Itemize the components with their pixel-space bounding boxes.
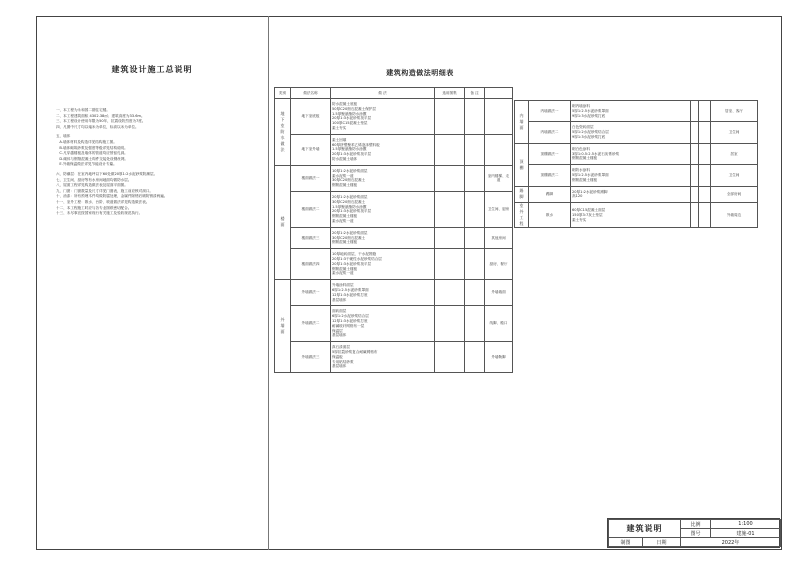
desc-line: 60厚挤塑聚苯乙烯泡沫塑料板 [332, 142, 380, 147]
desc-line: 20厚1:3水泥砂浆找平层 [332, 261, 372, 266]
remark-cell: 卫生间、厨房 [485, 191, 513, 227]
category-char: 工 [519, 215, 524, 221]
category-char: 地 [280, 110, 285, 116]
method-desc [571, 143, 691, 164]
desc-line: 5厚抗裂砂浆复合耐碱网格布 [332, 349, 378, 354]
method-name: 顶棚做法一 [529, 143, 571, 164]
table-row [515, 203, 758, 228]
note-line: B.墙体砌筑砂浆及强度等级详见结构说明。 [56, 145, 128, 150]
category-char: 脚 [519, 194, 524, 200]
std-cell [435, 249, 465, 280]
desc-line: 20厚1:3水泥砂浆找平层 [332, 209, 372, 214]
method-name: 楼面做法二 [291, 191, 331, 227]
category-char: 水 [280, 134, 285, 140]
desc-line: 20厚1:2水泥砂浆面层 [332, 230, 368, 235]
method-name: 内墙做法二 [529, 122, 571, 143]
note-line: 一、本工程为永和园二期住宅楼。 [56, 108, 110, 112]
note-line: D.砌体与钢筋混凝土构件交接处设钢丝网。 [56, 156, 129, 161]
blank-cell [465, 280, 485, 306]
method-desc [571, 165, 691, 186]
desc-line: 素水泥浆一道 [332, 173, 354, 178]
std-cell [691, 186, 699, 203]
table-row [275, 227, 513, 248]
drawn-by-label: 制图 [609, 538, 643, 547]
blank-cell [465, 342, 485, 373]
desc-line: 20厚1:2水泥砂浆面层 [332, 194, 368, 199]
desc-line: 10厚1:2水泥砂浆面层 [332, 168, 368, 173]
desc-line: 防水混凝土墙体 [332, 156, 358, 161]
date-value: 2022年 [681, 538, 781, 547]
table-row [515, 143, 758, 164]
desc-line: 素水泥浆一道 [332, 271, 354, 276]
remark-cell: 外墙墙面 [485, 280, 513, 306]
category-char: 面 [280, 222, 285, 228]
remark-cell [485, 134, 513, 165]
table-row [515, 101, 758, 122]
header-desc: 做 法 [331, 88, 435, 99]
note-line: C.凡穿越楼板及墙体的管道均应预留孔洞。 [56, 151, 128, 156]
remark-cell [485, 99, 513, 135]
note-line: 十二、本工程施工时应与各专业图纸密切配合。 [56, 205, 132, 210]
table-row [275, 342, 513, 373]
desc-line: 外墙涂料面层 [332, 283, 354, 288]
note-line: 六、防潮层：在室内地坪以下60处做20厚1:2水泥砂浆防潮层。 [56, 171, 158, 176]
method-desc [331, 134, 435, 165]
category-char: 棚 [519, 164, 524, 170]
note-line: 十三、未尽事宜按国家现行有关施工及验收规范执行。 [56, 211, 143, 216]
method-desc [571, 101, 691, 122]
remark-cell: 室内楼梯、走道 [485, 165, 513, 191]
method-name: 散水 [529, 203, 571, 228]
desc-line: 钢筋混凝土楼板 [332, 240, 358, 245]
method-name: 内墙做法一 [529, 101, 571, 122]
table-row [275, 280, 513, 306]
desc-line: 基层墙体 [332, 333, 347, 338]
blank-cell [699, 101, 711, 122]
note-line: 十一、室外工程：散水、台阶、坡道做法详见构造做法表。 [56, 199, 150, 204]
category-char: 室 [280, 122, 285, 128]
method-desc [331, 227, 435, 248]
note-line: 八、屋面工程详见构造做法表及屋面平面图。 [56, 183, 128, 188]
desc-line: 面砖面层 [332, 309, 347, 314]
desc-line: 刷内墙涂料 [572, 104, 590, 108]
method-desc [331, 165, 435, 191]
desc-line: 刷防水涂料 [572, 168, 590, 173]
category-cell [515, 203, 529, 228]
header-name: 做法名称 [291, 88, 331, 99]
category-cell [275, 280, 291, 373]
std-cell [435, 227, 465, 248]
method-desc [331, 306, 435, 342]
header-remark: 备 注 [465, 88, 485, 99]
table-row [515, 122, 758, 143]
std-cell [691, 143, 699, 164]
category-char: 楼 [280, 216, 285, 222]
std-cell [435, 191, 465, 227]
desc-line: 白色瓷砖面层 [572, 125, 594, 130]
note-line: A.墙体材料及构造详见结构施工图。 [56, 139, 117, 144]
desc-line: 5厚1:2.5水泥砂浆罩面 [572, 172, 609, 177]
desc-line: 30厚C20细石混凝土 [332, 199, 366, 204]
blank-cell [699, 122, 711, 143]
category-char: 室 [519, 203, 524, 209]
desc-line: 30厚C20细石混凝土 [332, 235, 366, 240]
std-cell [435, 99, 465, 135]
method-name: 踢脚 [529, 186, 571, 203]
method-desc [331, 191, 435, 227]
remark-cell: 其他房间 [485, 227, 513, 248]
category-char: 外 [280, 317, 285, 323]
desc-line: 素土夯实 [332, 125, 347, 130]
table-row [275, 306, 513, 342]
desc-line: 钢筋混凝土楼板 [572, 177, 598, 182]
scale-label: 比例 [681, 520, 711, 529]
method-name: 楼面做法三 [291, 227, 331, 248]
desc-line: 20厚1:2水泥砂浆踢脚 [572, 189, 608, 194]
desc-line: 10厚地砖面层，干水泥擦缝 [332, 252, 377, 257]
desc-line: 12厚1:3水泥砂浆打底 [332, 318, 368, 323]
method-name: 地下室外墙 [291, 134, 331, 165]
remark-cell: 卫生间 [711, 122, 758, 143]
note-line: 二、本工程建筑面积 4302.38㎡；建筑高度为33.6m。 [56, 113, 145, 118]
desc-line: 5厚1:2.5水泥砂浆罩面 [572, 108, 609, 113]
table-row [275, 99, 513, 135]
blank-cell [465, 165, 485, 191]
desc-line: 5厚1:2水泥砂浆结合层 [572, 130, 609, 135]
method-desc [331, 342, 435, 373]
category-char: 程 [519, 221, 524, 227]
note-line: 五、墙体 [56, 134, 71, 139]
desc-line: 专用粘结砂浆 [332, 359, 354, 364]
desc-line: 真石漆面层 [332, 345, 350, 350]
date-label: 日期 [643, 538, 681, 547]
blank-cell [465, 99, 485, 135]
blank-cell [465, 306, 485, 342]
remark-cell: 卫生间 [711, 165, 758, 186]
category-char: 墙 [519, 118, 524, 124]
remark-cell: 居室、客厅 [711, 101, 758, 122]
title-block [607, 518, 780, 548]
std-cell [435, 280, 465, 306]
method-desc [571, 122, 691, 143]
std-cell [691, 122, 699, 143]
std-cell [435, 306, 465, 342]
category-char: 内 [519, 112, 524, 118]
method-desc [331, 99, 435, 135]
category-cell [275, 165, 291, 279]
remark-cell: 外墙勒脚 [485, 342, 513, 373]
method-name: 外墙做法三 [291, 342, 331, 373]
drawing-number-value: 建施-01 [711, 529, 781, 538]
blank-cell [465, 227, 485, 248]
desc-line: 20厚1:3水泥砂浆找平层 [332, 152, 372, 157]
remark-cell: 厨房、餐厅 [485, 249, 513, 280]
blank-cell [699, 203, 711, 228]
table-row [275, 165, 513, 191]
note-line: 三、本工程设计使用年限为50年，抗震设防烈度为7度。 [56, 119, 146, 124]
desc-line: 防水混凝土底板 [332, 102, 358, 106]
method-name: 外墙做法一 [291, 280, 331, 306]
header-blank [485, 88, 513, 99]
desc-line: 基层墙体 [332, 297, 347, 302]
std-cell [691, 101, 699, 122]
construction-table-left [274, 87, 513, 373]
remark-cell: 外墙周边 [711, 203, 758, 228]
category-char: 墙 [280, 323, 285, 329]
method-desc [331, 249, 435, 280]
scale-value: 1:100 [711, 520, 781, 529]
method-name: 外墙做法二 [291, 306, 331, 342]
desc-line: 20厚1:3水泥砂浆找平层 [332, 116, 372, 121]
blank-cell [699, 186, 711, 203]
category-char: 法 [280, 146, 285, 152]
category-cell [515, 186, 529, 203]
design-notes-body [56, 108, 266, 217]
method-desc [331, 280, 435, 306]
desc-line: 6厚1:2水泥砂浆结合层 [332, 314, 369, 319]
desc-line: 100厚C15混凝土垫层 [332, 121, 368, 126]
desc-line: 60厚C15混凝土面层 [572, 207, 606, 212]
category-char: 顶 [519, 158, 524, 164]
note-line: 十、油漆：所有预埋木件均做防腐处理，金属件除锈后刷防锈漆两遍。 [56, 194, 168, 199]
desc-line: 150厚3:7灰土垫层 [572, 212, 603, 217]
category-char: 做 [280, 140, 285, 146]
desc-line: 钢筋混凝土楼板 [332, 266, 358, 271]
sheet-divider [268, 16, 269, 550]
note-line: 七、卫生间、厨房等有水房间地面均做防水层。 [56, 177, 132, 182]
desc-line: 钢筋混凝土楼板 [572, 156, 598, 161]
desc-line: 6厚1:2.5水泥砂浆罩面 [332, 287, 369, 292]
desc-line: 素土回填 [332, 137, 347, 142]
desc-line: 钢筋混凝土楼板 [332, 214, 358, 219]
construction-table-right [514, 100, 758, 228]
desc-line: 刷白色涂料 [572, 146, 590, 151]
category-char: 面 [519, 124, 524, 130]
method-name: 地下室底板 [291, 99, 331, 135]
table-row [275, 249, 513, 280]
desc-line: 3厚1:0.5:2.5水泥石灰膏砂浆 [572, 151, 620, 156]
category-char: 防 [280, 128, 285, 134]
remark-cell: 居室 [711, 143, 758, 164]
desc-line: 30厚C20细石混凝土 [332, 178, 366, 183]
desc-line: 1.5厚聚氨酯防水涂膜 [332, 204, 367, 209]
drawing-number-label: 图号 [681, 529, 711, 538]
table-row [515, 165, 758, 186]
desc-line: 基层墙体 [332, 364, 347, 369]
table-row [515, 186, 758, 203]
note-line: 九、门窗：门窗数量及尺寸详见门窗表，施工前应核对洞口。 [56, 188, 154, 193]
desc-line: 钢筋混凝土楼板 [332, 183, 358, 188]
std-cell [435, 165, 465, 191]
desc-line: 9厚1:3水泥砂浆打底 [572, 134, 606, 139]
std-cell [691, 203, 699, 228]
blank-cell [699, 165, 711, 186]
design-notes-title: 建筑设计施工总说明 [111, 65, 193, 74]
method-desc [571, 203, 691, 228]
desc-line: 20厚1:3干硬性水泥砂浆结合层 [332, 256, 382, 261]
method-name: 楼面做法四 [291, 249, 331, 280]
note-line: 四、凡图中尺寸均以毫米为单位，标高以米为单位。 [56, 124, 139, 129]
category-cell [275, 99, 291, 166]
table-row [275, 191, 513, 227]
std-cell [435, 342, 465, 373]
category-char: 外 [519, 209, 524, 215]
blank-cell [699, 143, 711, 164]
method-name: 楼面做法一 [291, 165, 331, 191]
desc-line: 素土夯实 [572, 217, 587, 222]
construction-table-title: 建筑构造做法明细表 [386, 69, 454, 77]
desc-line: 1.5厚聚氨酯防水涂膜 [332, 111, 367, 116]
category-char: 踢 [519, 188, 524, 194]
category-cell [515, 101, 529, 144]
desc-line: 保温板 [332, 354, 343, 359]
desc-line: 保温层 [332, 328, 343, 333]
category-cell [515, 143, 529, 186]
desc-line: 12厚1:3水泥砂浆打底 [332, 292, 368, 297]
std-cell [691, 165, 699, 186]
header-std: 选用图集 [435, 88, 465, 99]
desc-line: 耐碱玻纤网格布一层 [332, 323, 365, 328]
std-cell [435, 134, 465, 165]
remark-cell: 全部房间 [711, 186, 758, 203]
method-desc [571, 186, 691, 203]
desc-line: 1.5厚聚氨酯防水涂膜 [332, 147, 367, 152]
blank-cell [465, 249, 485, 280]
blank-cell [465, 134, 485, 165]
table-row [275, 134, 513, 165]
remark-cell: 线脚、檐口 [485, 306, 513, 342]
desc-line: 高120 [572, 194, 583, 199]
note-line: E.外墙保温做法详见节能设计专篇。 [56, 162, 117, 167]
desc-line: 素水泥浆一道 [332, 218, 354, 223]
title-block-title: 建筑说明 [609, 520, 681, 538]
method-name: 顶棚做法二 [529, 165, 571, 186]
desc-line: 9厚1:3水泥砂浆打底 [572, 113, 606, 118]
category-char: 面 [280, 329, 285, 335]
desc-line: 50厚C20细石混凝土保护层 [332, 106, 376, 111]
header-category: 类别 [275, 88, 291, 99]
blank-cell [465, 191, 485, 227]
category-char: 下 [280, 116, 285, 122]
